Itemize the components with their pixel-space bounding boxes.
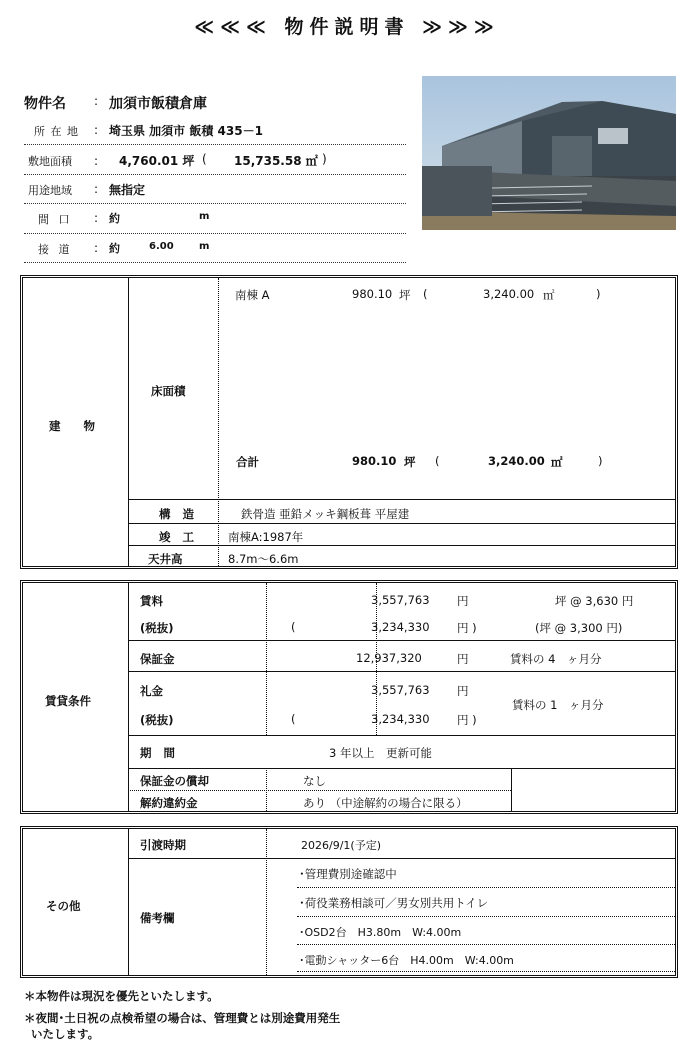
divider <box>24 262 406 263</box>
rent-label: 賃料 <box>140 594 163 608</box>
row-divider <box>297 944 675 945</box>
key-money-months: 賃料の 1 ヶ月分 <box>512 698 604 712</box>
rent-per-tsubo: 坪 @ 3,630 円 <box>555 594 634 608</box>
paren-open: ( <box>435 454 440 468</box>
deposit-value: 12,937,320 <box>356 651 422 665</box>
yen-unit: 円 <box>457 684 469 698</box>
row-divider <box>128 768 675 769</box>
yen-close: 円 ) <box>457 713 477 727</box>
row-divider <box>128 499 675 500</box>
key-money-label: 礼金 <box>140 684 163 698</box>
paren-open: ( <box>202 152 207 166</box>
road-unit: m <box>199 241 210 252</box>
colon: : <box>94 123 99 137</box>
structure-value: 鉄骨造 亜鉛メッキ鋼板葺 平屋建 <box>241 507 410 521</box>
remark-item: ･電動シャッター6台 H4.00m W:4.00m <box>299 954 514 967</box>
road-label: 接 道 <box>38 243 73 256</box>
row-divider <box>128 545 675 546</box>
rent-taxex-value: 3,234,330 <box>371 620 430 634</box>
location-label: 所 在 地 <box>34 125 79 138</box>
location-value: 埼玉県 加須市 飯積 435－1 <box>109 124 263 138</box>
frontage-unit: m <box>199 211 210 222</box>
divider <box>24 203 406 204</box>
colon: : <box>94 154 99 168</box>
area-m2: 3,240.00 <box>483 287 535 301</box>
deposit-label: 保証金 <box>140 652 175 666</box>
column-divider <box>128 829 129 975</box>
total-tsubo: 980.10 <box>352 454 397 468</box>
yen-unit: 円 <box>457 594 469 608</box>
tsubo-unit: 坪 <box>399 288 411 302</box>
divider <box>24 233 406 234</box>
footnote-continuation: いたします。 <box>31 1027 100 1041</box>
paren-open: ( <box>291 712 296 726</box>
footnote: ＊夜間･土日祝の点検希望の場合は、管理費とは別途費用発生 <box>24 1011 341 1025</box>
zoning-label: 用途地域 <box>28 184 72 197</box>
completion-value: 南棟A:1987年 <box>228 530 304 544</box>
site-area-m2: 15,735.58 ㎡ <box>234 154 318 168</box>
rent-taxex-label: (税抜) <box>140 621 174 635</box>
m2-unit: ㎡ <box>543 288 555 302</box>
name-value: 加須市飯積倉庫 <box>109 96 207 112</box>
deposit-amortization-label: 保証金の償却 <box>140 774 209 788</box>
column-divider <box>266 829 267 975</box>
row-divider <box>128 640 675 641</box>
paren-close: ) <box>322 152 327 166</box>
ceiling-label: 天井高 <box>148 552 183 566</box>
remark-item: ･OSD2台 H3.80m W:4.00m <box>299 926 462 939</box>
page-title: ≪≪≪ 物件説明書 ≫≫≫ <box>194 16 500 38</box>
cancellation-penalty-value: あり （中途解約の場合に限る） <box>303 796 468 810</box>
building-table <box>20 275 678 569</box>
paren-open: ( <box>423 287 428 301</box>
building-name: 南棟 A <box>235 288 270 302</box>
column-divider <box>266 583 267 735</box>
divider <box>24 174 406 175</box>
zoning-value: 無指定 <box>109 183 146 197</box>
colon: : <box>94 94 99 108</box>
row-divider <box>297 971 675 972</box>
total-label: 合計 <box>236 455 259 469</box>
paren-open: ( <box>291 620 296 634</box>
warehouse-photo <box>422 76 676 230</box>
column-divider <box>511 768 512 811</box>
row-divider <box>128 671 675 672</box>
lease-section-label: 賃貸条件 <box>45 694 91 708</box>
key-money-taxex-label: (税抜) <box>140 713 174 727</box>
remarks-label: 備考欄 <box>140 911 175 925</box>
frontage-prefix: 約 <box>109 212 120 225</box>
yen-unit: 円 <box>457 652 469 666</box>
key-money-taxex-value: 3,234,330 <box>371 712 430 726</box>
colon: : <box>94 211 99 225</box>
divider <box>24 144 406 145</box>
colon: : <box>94 241 99 255</box>
deposit-months: 賃料の 4 ヶ月分 <box>510 652 602 666</box>
completion-label: 竣 工 <box>159 530 199 544</box>
other-section-label: その他 <box>46 899 81 913</box>
row-divider <box>128 858 675 859</box>
yen-close: 円 ) <box>457 621 477 635</box>
name-label: 物件名 <box>24 96 66 112</box>
building-section-label: 建 物 <box>49 419 95 433</box>
ceiling-value: 8.7m～6.6m <box>228 552 299 566</box>
m2-unit: ㎡ <box>551 455 563 469</box>
column-divider <box>128 583 129 811</box>
tsubo-unit: 坪 <box>404 455 416 469</box>
area-tsubo: 980.10 <box>352 287 393 301</box>
row-divider <box>297 916 675 917</box>
term-label: 期 間 <box>140 746 180 760</box>
frontage-label: 間 口 <box>38 213 73 226</box>
deposit-amortization-value: なし <box>303 774 326 788</box>
footnote: ＊本物件は現況を優先といたします。 <box>24 989 219 1003</box>
colon: : <box>94 182 99 196</box>
site-area-label: 敷地面積 <box>28 155 72 168</box>
road-value: 6.00 <box>149 241 174 252</box>
row-divider <box>297 887 675 888</box>
remark-item: ･管理費別途確認中 <box>299 867 397 881</box>
key-money-value: 3,557,763 <box>371 683 430 697</box>
paren-close: ) <box>598 454 603 468</box>
remark-item: ･荷役業務相談可／男女別共用トイレ <box>299 896 489 910</box>
handover-label: 引渡時期 <box>140 838 186 852</box>
rent-value: 3,557,763 <box>371 593 430 607</box>
term-value: 3 年以上 更新可能 <box>329 746 432 760</box>
cancellation-penalty-label: 解約違約金 <box>140 796 198 810</box>
road-prefix: 約 <box>109 242 120 255</box>
structure-label: 構 造 <box>159 507 199 521</box>
row-divider <box>128 523 675 524</box>
handover-value: 2026/9/1(予定) <box>301 839 381 852</box>
other-table <box>20 826 678 978</box>
rent-taxex-per-tsubo: (坪 @ 3,300 円) <box>535 621 623 635</box>
paren-close: ) <box>596 287 601 301</box>
total-m2: 3,240.00 <box>488 454 545 468</box>
row-divider <box>128 790 511 791</box>
floor-area-label: 床面積 <box>151 384 186 398</box>
lease-terms-table <box>20 580 678 814</box>
row-divider <box>128 735 675 736</box>
site-area-tsubo: 4,760.01 坪 <box>119 154 195 168</box>
